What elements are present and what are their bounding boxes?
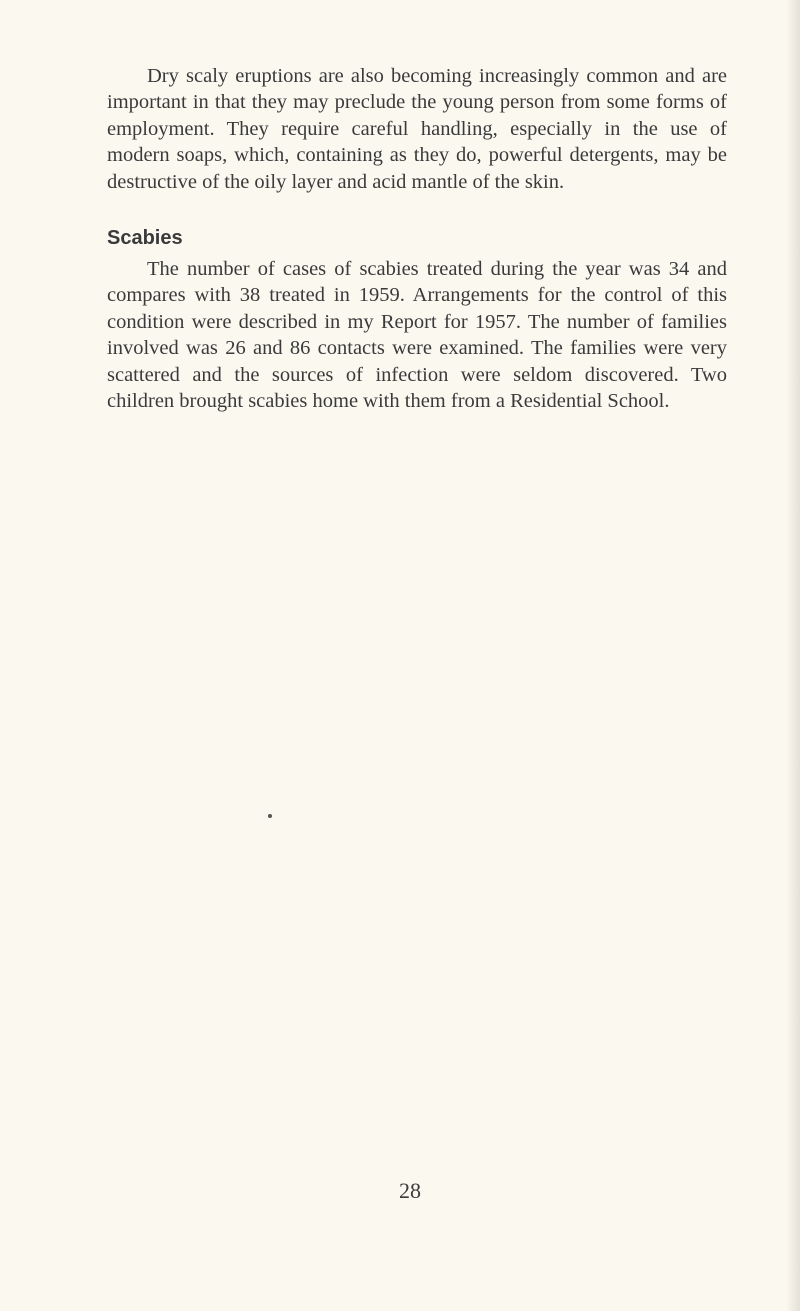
page-edge-shadow — [786, 0, 800, 1311]
page-number: 28 — [399, 1178, 421, 1203]
paragraph-dry-scaly-eruptions: Dry scaly eruptions are also becoming increasingly common and are important in that they may preclude the young person from some forms of employment. They require careful handling, especially in the use of modern soaps, which, containing as they do, powerful detergents, may be destructive of the oily layer and acid mantle of the skin. — [107, 65, 727, 193]
section-heading-scabies: Scabies — [107, 227, 183, 249]
print-speck — [268, 814, 272, 818]
paragraph-scabies-cases: The number of cases of scabies treated during the year was 34 and compares with 38 treated in 1959. Arrangements for the control of this condition were described in my Report for 1957. The number of families involved was 26 and 86 contacts were examined. The families were very scattered and the sources of infection were seldom discovered. Two children brought scabies home with them from a Residential School. — [107, 258, 727, 413]
